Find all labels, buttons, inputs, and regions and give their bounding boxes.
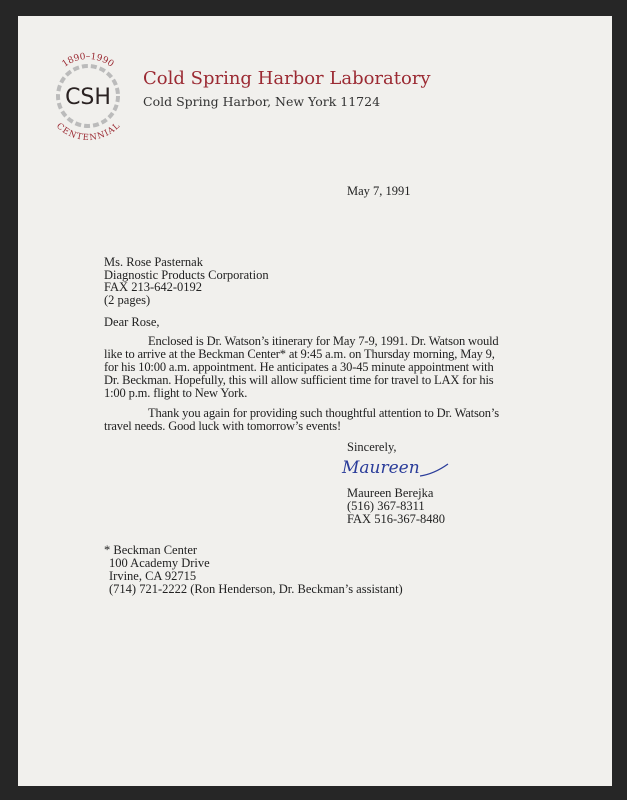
- signature-flourish: [420, 462, 450, 478]
- body-line: Dr. Beckman. Hopefully, this will allow sufficient time for travel to LAX for his: [104, 373, 494, 387]
- footnote-line: Irvine, CA 92715: [109, 569, 197, 583]
- closing: Sincerely,: [347, 440, 397, 454]
- footnote-line: * Beckman Center: [104, 543, 198, 557]
- letterhead-address: Cold Spring Harbor, New York 11724: [143, 94, 381, 109]
- footnote-line: (714) 721-2222 (Ron Henderson, Dr. Beckman’s assistant): [109, 582, 403, 596]
- sender-phone: (516) 367-8311: [347, 499, 425, 513]
- svg-text:CENTENNIAL: CENTENNIAL: [54, 121, 122, 143]
- svg-text:CSH: CSH: [65, 85, 111, 110]
- footnote-line: 100 Academy Drive: [109, 556, 210, 570]
- csh-centennial-logo: [44, 52, 132, 143]
- body-line: Enclosed is Dr. Watson’s itinerary for May 7-9, 1991. Dr. Watson would: [148, 334, 499, 348]
- body-line: Thank you again for providing such thoughtful attention to Dr. Watson’s: [148, 406, 499, 420]
- recipient-line: Ms. Rose Pasternak: [104, 255, 203, 269]
- body-line: 1:00 p.m. flight to New York.: [104, 386, 248, 400]
- signature: Maureen: [342, 458, 420, 478]
- recipient-line: Diagnostic Products Corporation: [104, 268, 269, 282]
- recipient-line: FAX 213-642-0192: [104, 280, 203, 294]
- svg-text:1890–1990: 1890–1990: [60, 52, 116, 70]
- body-line: travel needs. Good luck with tomorrow’s events!: [104, 419, 341, 433]
- recipient-line: (2 pages): [104, 293, 151, 307]
- sender-fax: FAX 516-367-8480: [347, 512, 446, 526]
- salutation: Dear Rose,: [104, 315, 160, 329]
- body-line: like to arrive at the Beckman Center* at 9:45 a.m. on Thursday morning, May 9,: [104, 347, 495, 361]
- letter-date: May 7, 1991: [347, 184, 411, 198]
- body-line: for his 10:00 a.m. appointment. He anticipates a 30-45 minute appointment with: [104, 360, 494, 374]
- sender-name: Maureen Berejka: [347, 486, 434, 500]
- letterhead-name: Cold Spring Harbor Laboratory: [143, 68, 431, 89]
